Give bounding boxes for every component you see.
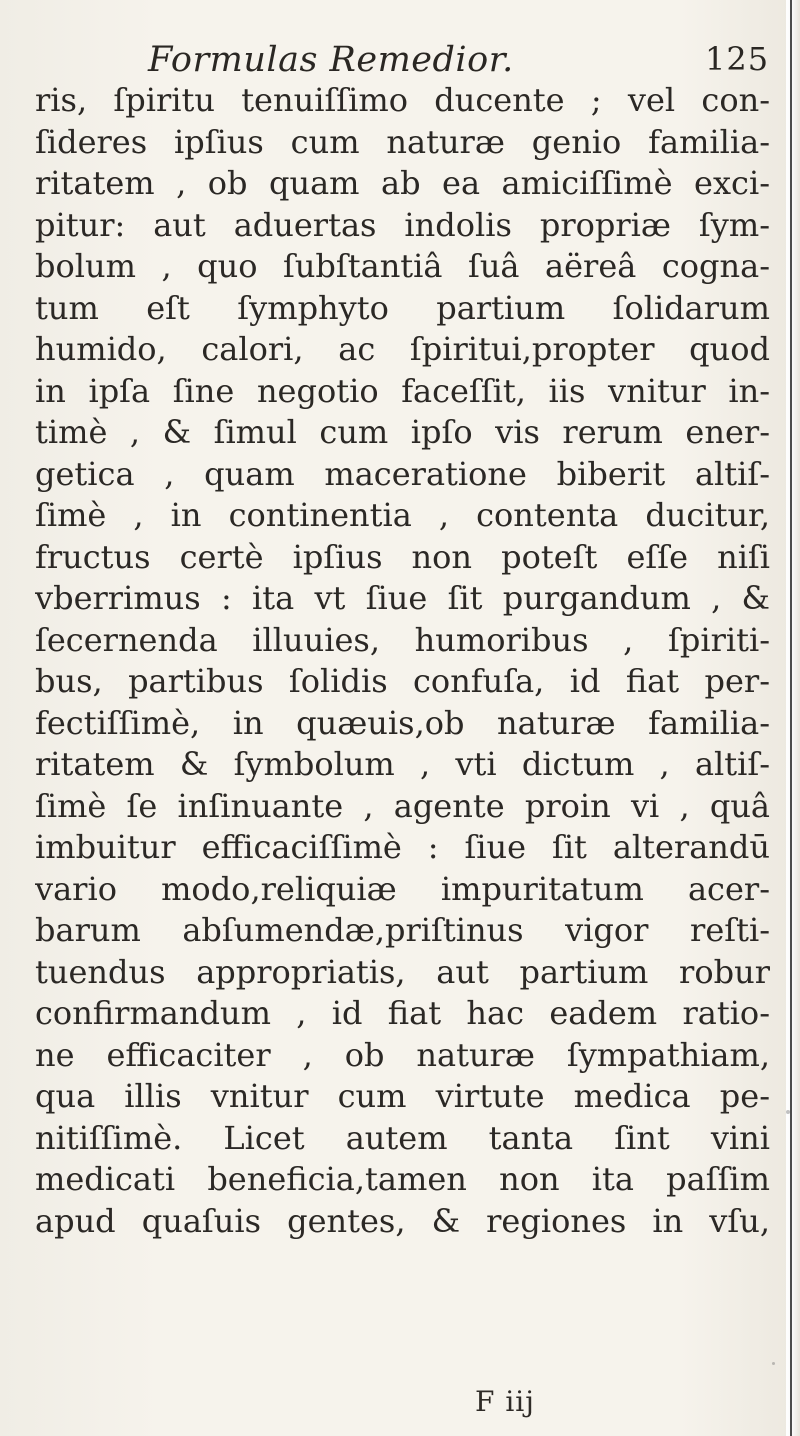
text-line: barum abſumendæ,priſtinus vigor reſti- [35, 911, 770, 949]
text-line: ne efficaciter , ob naturæ ſympathiam, [35, 1035, 770, 1074]
text-line: vario modo,reliquiæ impuritatum acer- [35, 869, 770, 908]
paper-speck [772, 1362, 775, 1365]
text-line: ſimè ſe inſinuante , agente proin vi , quâ [35, 786, 770, 825]
text-line: ſimè , in continentia , contenta ducitur, [35, 496, 770, 534]
text-line: getica , quam maceratione biberit altiſ- [35, 454, 770, 493]
text-line: in ipſa ſine negotio faceſſit, iis vnitur in- [35, 371, 770, 410]
text-line: fructus certè ipſius non poteſt eſſe niſi [35, 537, 770, 576]
text-line: ritatem , ob quam ab ea amiciſſimè exci- [35, 164, 770, 202]
page-edge-shadow [790, 0, 792, 1436]
text-line: ris, ſpiritu tenuiſſimo ducente ; vel con- [35, 81, 770, 119]
body-text [35, 80, 770, 1242]
text-line: timè , & ſimul cum ipſo vis rerum ener- [35, 413, 770, 451]
text-line: bus, partibus ſolidis confuſa, id fiat per- [35, 662, 770, 700]
text-line: ſecernenda illuuies, humoribus , ſpiriti- [35, 620, 770, 659]
text-line: humido, calori, ac ſpiritui,propter quod [35, 330, 770, 368]
text-line: nitiſſimè. Licet autem tanta ſint vini [35, 1118, 770, 1157]
text-line: vberrimus : ita vt ſiue ſit purgandum , & [35, 579, 770, 617]
signature-mark: F iij [475, 1385, 535, 1418]
text-line: bolum , quo ſubſtantiâ ſuâ aëreâ cogna- [35, 247, 770, 285]
text-line: imbuitur efficaciſſimè : ſiue ſit alterandū [35, 828, 770, 866]
text-line: confirmandum , id fiat hac eadem ratio- [35, 994, 770, 1032]
text-line: medicati beneficia,tamen non ita paſſim [35, 1160, 770, 1198]
paper-speck [786, 1110, 790, 1114]
text-line: ritatem & ſymbolum , vti dictum , altiſ- [35, 745, 770, 783]
text-line: apud quaſuis gentes, & regiones in vſu, [35, 1201, 770, 1240]
text-line: ſideres ipſius cum naturæ genio familia- [35, 122, 770, 161]
text-line: tuendus appropriatis, aut partium robur [35, 952, 770, 991]
text-line: fectiſſimè, in quæuis,ob naturæ familia- [35, 703, 770, 742]
text-line: tum eſt ſymphyto partium ſolidarum [35, 288, 770, 327]
text-line: pitur: aut aduertas indolis propriæ ſym- [35, 205, 770, 244]
running-title: Formulas Remedior. [148, 40, 514, 80]
text-line: qua illis vnitur cum virtute medica pe- [35, 1077, 770, 1115]
page-number: 125 [705, 40, 770, 78]
page-edge [786, 0, 800, 1436]
